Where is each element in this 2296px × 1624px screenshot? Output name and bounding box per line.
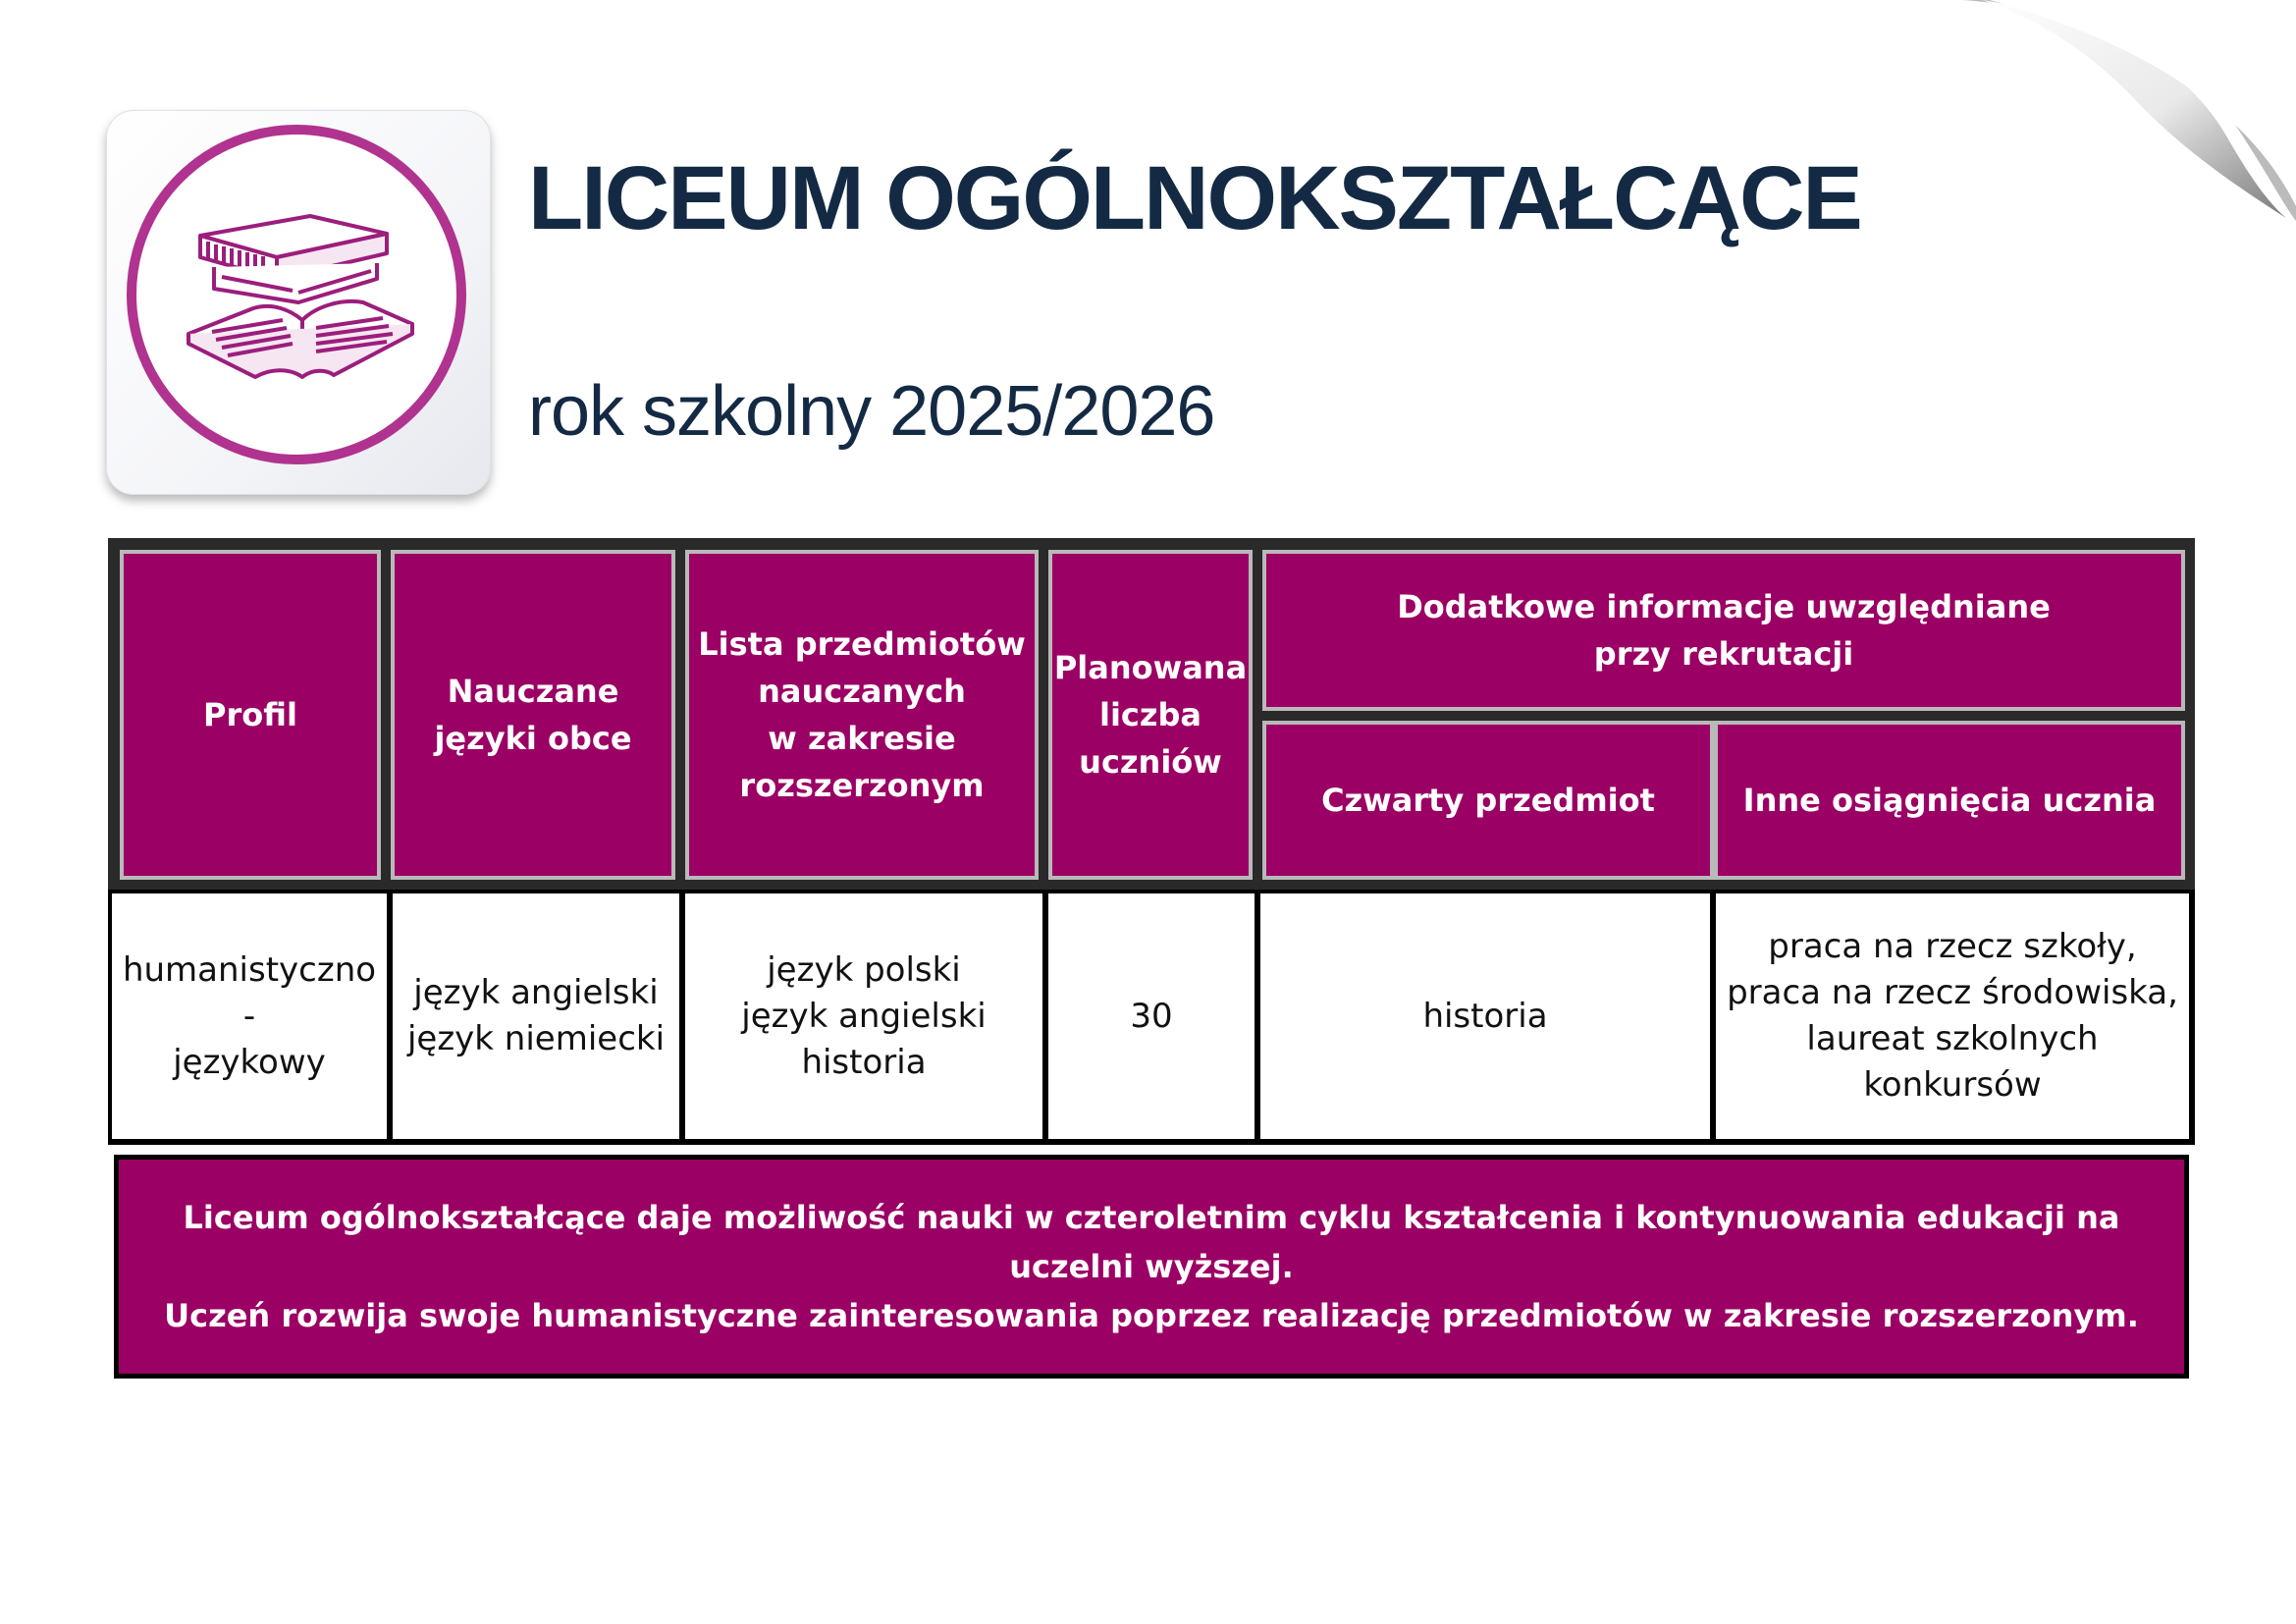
cell-liczba: 30 [1048, 893, 1255, 1139]
header-liczba: Planowana liczba uczniów [1048, 550, 1253, 880]
books-icon [106, 110, 491, 495]
table-row [108, 890, 2195, 1145]
cell-inne: praca na rzecz szkoły, praca na rzecz środowiska, laureat szkolnych konkursów [1716, 893, 2189, 1139]
cell-jezyki: język angielski język niemiecki [393, 893, 679, 1139]
header-inne: Inne osiągnięcia ucznia [1714, 721, 2185, 880]
header-jezyki: Nauczane języki obce [391, 550, 675, 880]
logo-tile [106, 110, 491, 495]
summary-text: Liceum ogólnokształcące daje możliwość nauki w czteroletnim cyklu kształcenia i kontynuowania edukacji na uczelni wyższej. Uczeń rozwija swoje humanistyczne zainteresowania poprzez realizację przedmiotów w zakresie rozszerzonym. [114, 1155, 2189, 1379]
cell-czwarty: historia [1260, 893, 1710, 1139]
header-przedmioty: Lista przedmiotów nauczanych w zakresie rozszerzonym [685, 550, 1039, 880]
header-profil: Profil [120, 550, 381, 880]
header-dodatkowe: Dodatkowe informacje uwzględniane przy rekrutacji [1262, 550, 2185, 711]
cell-profil: humanistyczno - językowy [112, 893, 387, 1139]
recruitment-table [108, 538, 2195, 1145]
page-curl-decoration [1943, 0, 2296, 226]
page-subtitle: rok szkolny 2025/2026 [528, 372, 1215, 451]
header-czwarty: Czwarty przedmiot [1262, 721, 1714, 880]
page-title: LICEUM OGÓLNOKSZTAŁCĄCE [528, 148, 1861, 248]
cell-przedmioty: język polski język angielski historia [685, 893, 1042, 1139]
